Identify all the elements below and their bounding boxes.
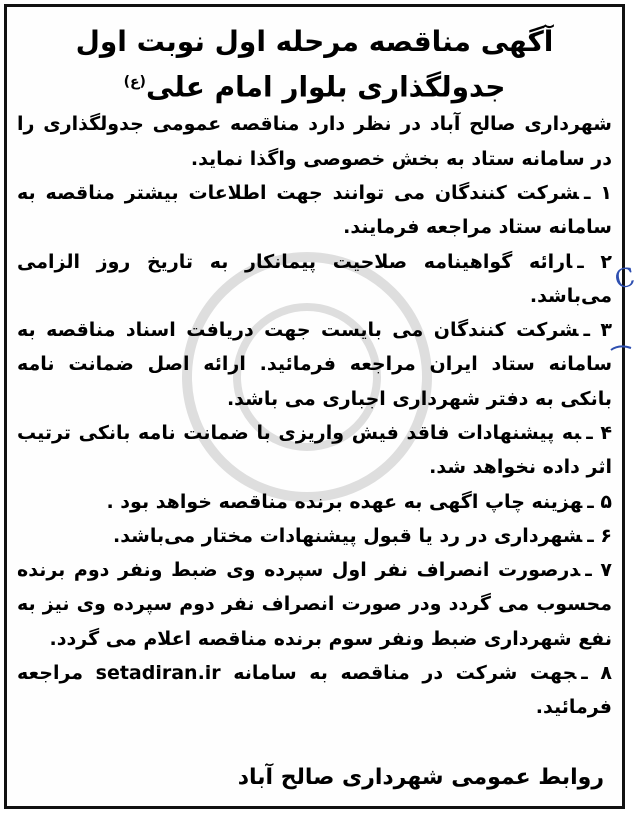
item-text: درصورت انصراف نفر اول سپرده وی ضبط ونفر دوم برنده محسوب می گردد ودر صورت انصراف نفر دوم سپرده وی نیز به نفع شهرداری ضبط ونفر سوم برنده مناقصه اعلام می گردد. [17,559,612,650]
item-number: ۶ ـ [587,524,612,547]
title-superscript: (ع) [123,74,146,90]
notice-frame [4,4,625,809]
notice-item-4 [17,416,612,485]
item-text: شرکت کنندگان می بایست جهت دریافت اسناد مناقصه به سامانه ستاد ایران مراجعه فرمائید. ارائه اصل ضمانت نامه بانکی به دفتر شهرداری اجباری می باشد. [17,319,612,410]
item-number: ۷ ـ [585,559,613,582]
item-number: ۵ ـ [587,490,612,513]
item-number: ۲ ـ [577,250,612,273]
item-number: ۳ ـ [583,319,612,342]
item-number: ۴ ـ [586,422,613,444]
notice-content [17,21,612,725]
item-number: ۸ ـ [581,662,612,685]
notice-item-1 [17,176,612,245]
title-line-2-text: جدولگذاری بلوار امام علی [145,70,506,104]
item-text: شرکت کنندگان می توانند جهت اطلاعات بیشتر مناقصه به سامانه ستاد مراجعه فرمایند. [17,181,612,239]
notice-title-line-1: آگهی مناقصه مرحله اول نوبت اول [75,25,554,58]
item-text: شهرداری در رد یا قبول پیشنهادات مختار می‌باشد. [112,524,583,547]
item-8-text-after: مراجعه فرمائید. [17,662,612,719]
notice-item-8 [17,656,612,725]
handwritten-pen-stroke-icon [609,330,633,370]
item-8-text-before: جهت شرکت در مناقصه به سامانه [233,662,577,685]
notice-item-3 [17,313,612,416]
item-text: ارائه گواهینامه صلاحیت پیمانکار به تاریخ روز الزامی می‌باشد. [17,250,612,307]
notice-title-line-2 [17,62,612,107]
item-text: به پیشنهادات فاقد فیش واریزی با ضمانت نامه بانکی ترتیب اثر داده نخواهد شد. [17,422,612,479]
setadiran-link[interactable]: setadiran.ir [95,662,221,685]
notice-item-2 [17,245,612,314]
notice-intro: شهرداری صالح آباد در نظر دارد مناقصه عمومی جدولگذاری را در سامانه ستاد به بخش خصوصی واگذا نماید. [17,113,612,170]
item-number: ۱ ـ [584,181,612,204]
handwritten-margin-mark: C [612,262,638,296]
item-text: هزینه چاپ اگهی به عهده برنده مناقصه خواهد بود . [106,490,583,513]
notice-item-7 [17,553,612,656]
notice-item-6 [17,519,612,553]
notice-signature: روابط عمومی شهرداری صالح آباد [237,765,604,790]
notice-item-5 [17,485,612,519]
